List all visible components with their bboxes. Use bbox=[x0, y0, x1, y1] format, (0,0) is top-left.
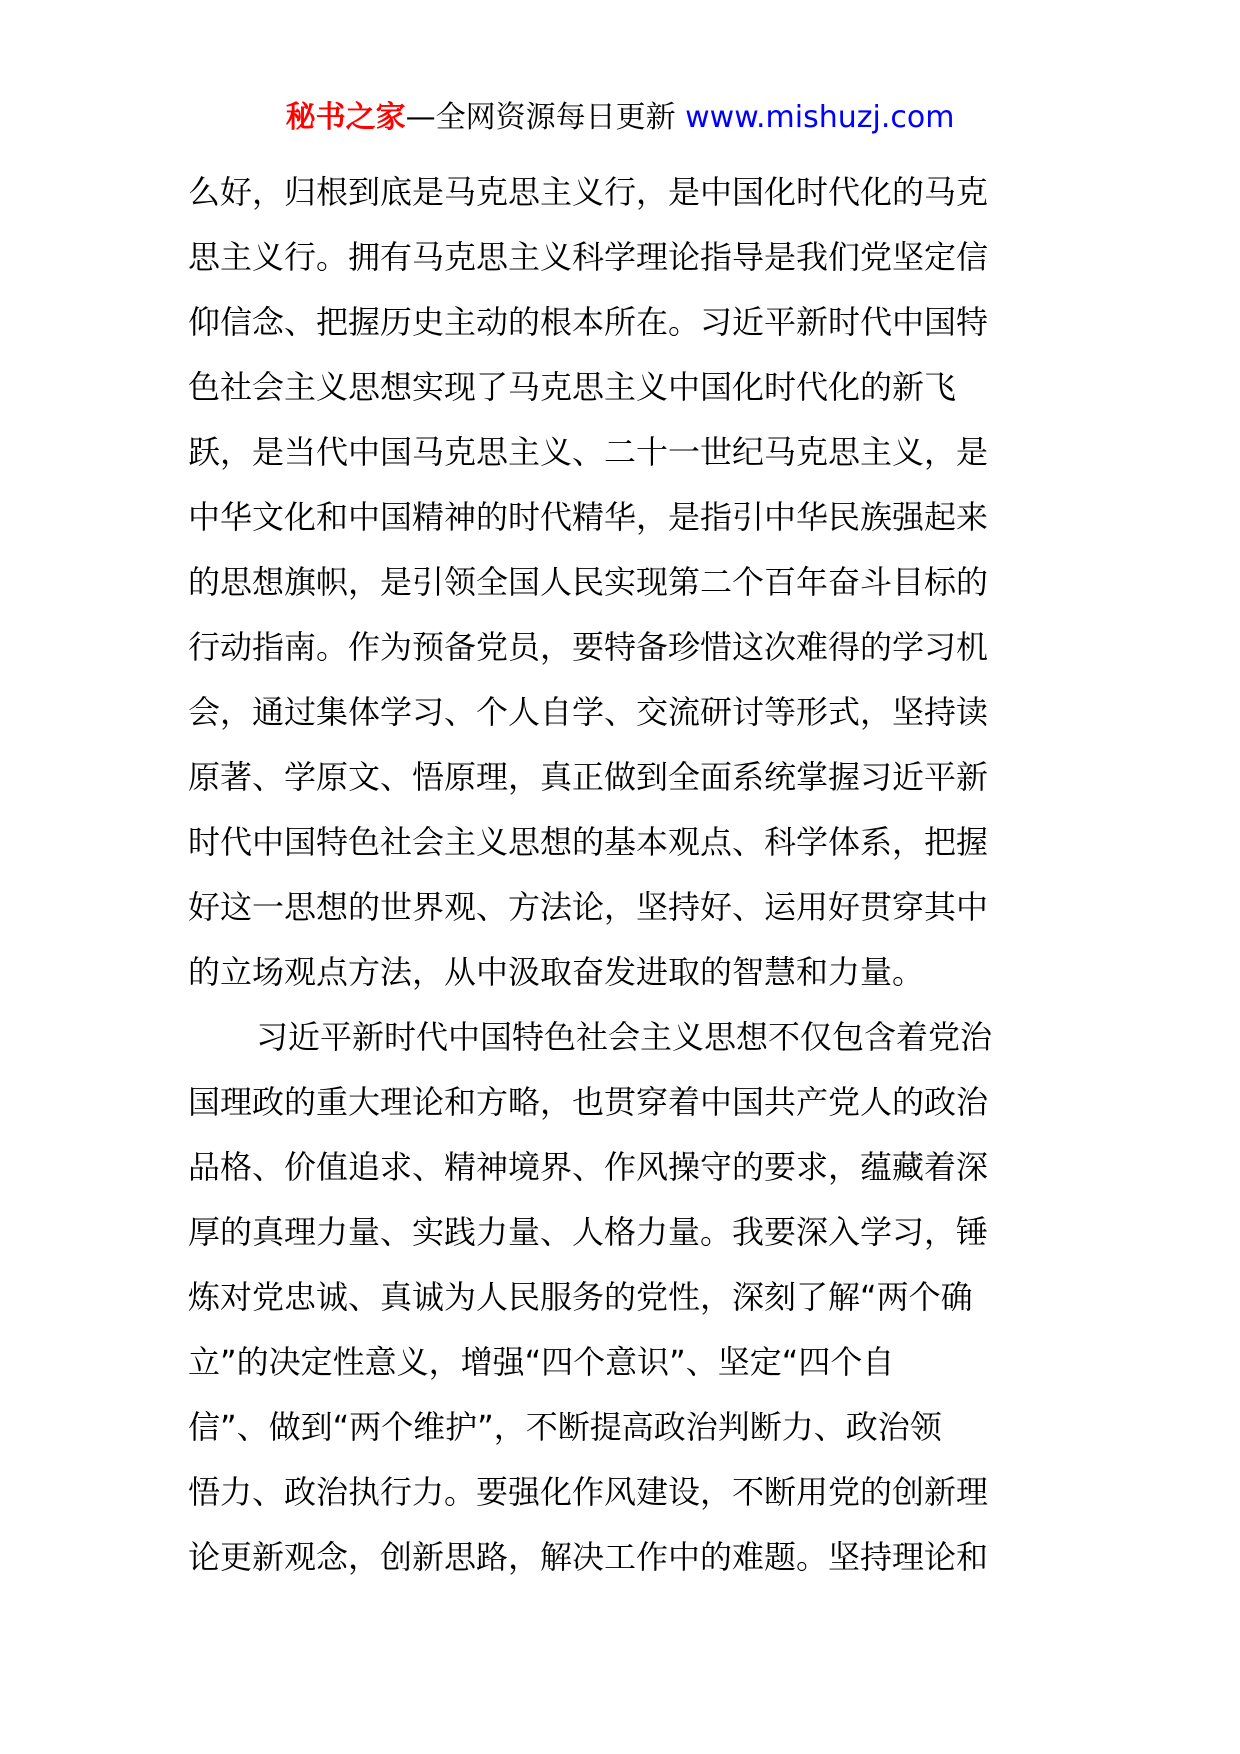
header-url[interactable]: www.mishuzj.com bbox=[685, 100, 955, 135]
text-line: 品格、价值追求、精神境界、作风操守的要求，蕴藏着深 bbox=[188, 1148, 989, 1186]
text-line: 厚的真理力量、实践力量、人格力量。我要深入学习，锤 bbox=[188, 1213, 989, 1251]
text-line: 信”、做到“两个维护”，不断提高政治判断力、政治领 bbox=[188, 1408, 942, 1446]
text-line: 么好，归根到底是马克思主义行，是中国化时代化的马克 bbox=[188, 173, 989, 211]
page-header bbox=[0, 98, 1240, 138]
text-line: 立”的决定性意义，增强“四个意识”、坚定“四个自 bbox=[188, 1343, 895, 1381]
text-line: 跃，是当代中国马克思主义、二十一世纪马克思主义，是 bbox=[188, 433, 989, 471]
header-brand: 秘书之家 bbox=[285, 100, 406, 135]
paragraph-first-line: 习近平新时代中国特色社会主义思想不仅包含着党治 bbox=[256, 1018, 993, 1056]
text-line: 时代中国特色社会主义思想的基本观点、科学体系，把握 bbox=[188, 823, 989, 861]
document-body bbox=[188, 160, 1058, 1590]
text-line: 仰信念、把握历史主动的根本所在。习近平新时代中国特 bbox=[188, 303, 989, 341]
text-line: 炼对党忠诚、真诚为人民服务的党性，深刻了解“两个确 bbox=[188, 1278, 973, 1316]
text-line: 色社会主义思想实现了马克思主义中国化时代化的新飞 bbox=[188, 368, 957, 406]
text-line: 的立场观点方法，从中汲取奋发进取的智慧和力量。 bbox=[188, 953, 925, 991]
text-line: 悟力、政治执行力。要强化作风建设，不断用党的创新理 bbox=[188, 1473, 989, 1511]
text-line: 国理政的重大理论和方略，也贯穿着中国共产党人的政治 bbox=[188, 1083, 989, 1121]
text-line: 行动指南。作为预备党员，要特备珍惜这次难得的学习机 bbox=[188, 628, 989, 666]
text-line: 的思想旗帜，是引领全国人民实现第二个百年奋斗目标的 bbox=[188, 563, 989, 601]
header-slogan: —全网资源每日更新 bbox=[405, 100, 686, 135]
text-line: 思主义行。拥有马克思主义科学理论指导是我们党坚定信 bbox=[188, 238, 989, 276]
text-line: 会，通过集体学习、个人自学、交流研讨等形式，坚持读 bbox=[188, 693, 989, 731]
text-line: 原著、学原文、悟原理，真正做到全面系统掌握习近平新 bbox=[188, 758, 989, 796]
text-line: 论更新观念，创新思路，解决工作中的难题。坚持理论和 bbox=[188, 1538, 989, 1576]
text-line: 好这一思想的世界观、方法论，坚持好、运用好贯穿其中 bbox=[188, 888, 989, 926]
text-line: 中华文化和中国精神的时代精华，是指引中华民族强起来 bbox=[188, 498, 989, 536]
